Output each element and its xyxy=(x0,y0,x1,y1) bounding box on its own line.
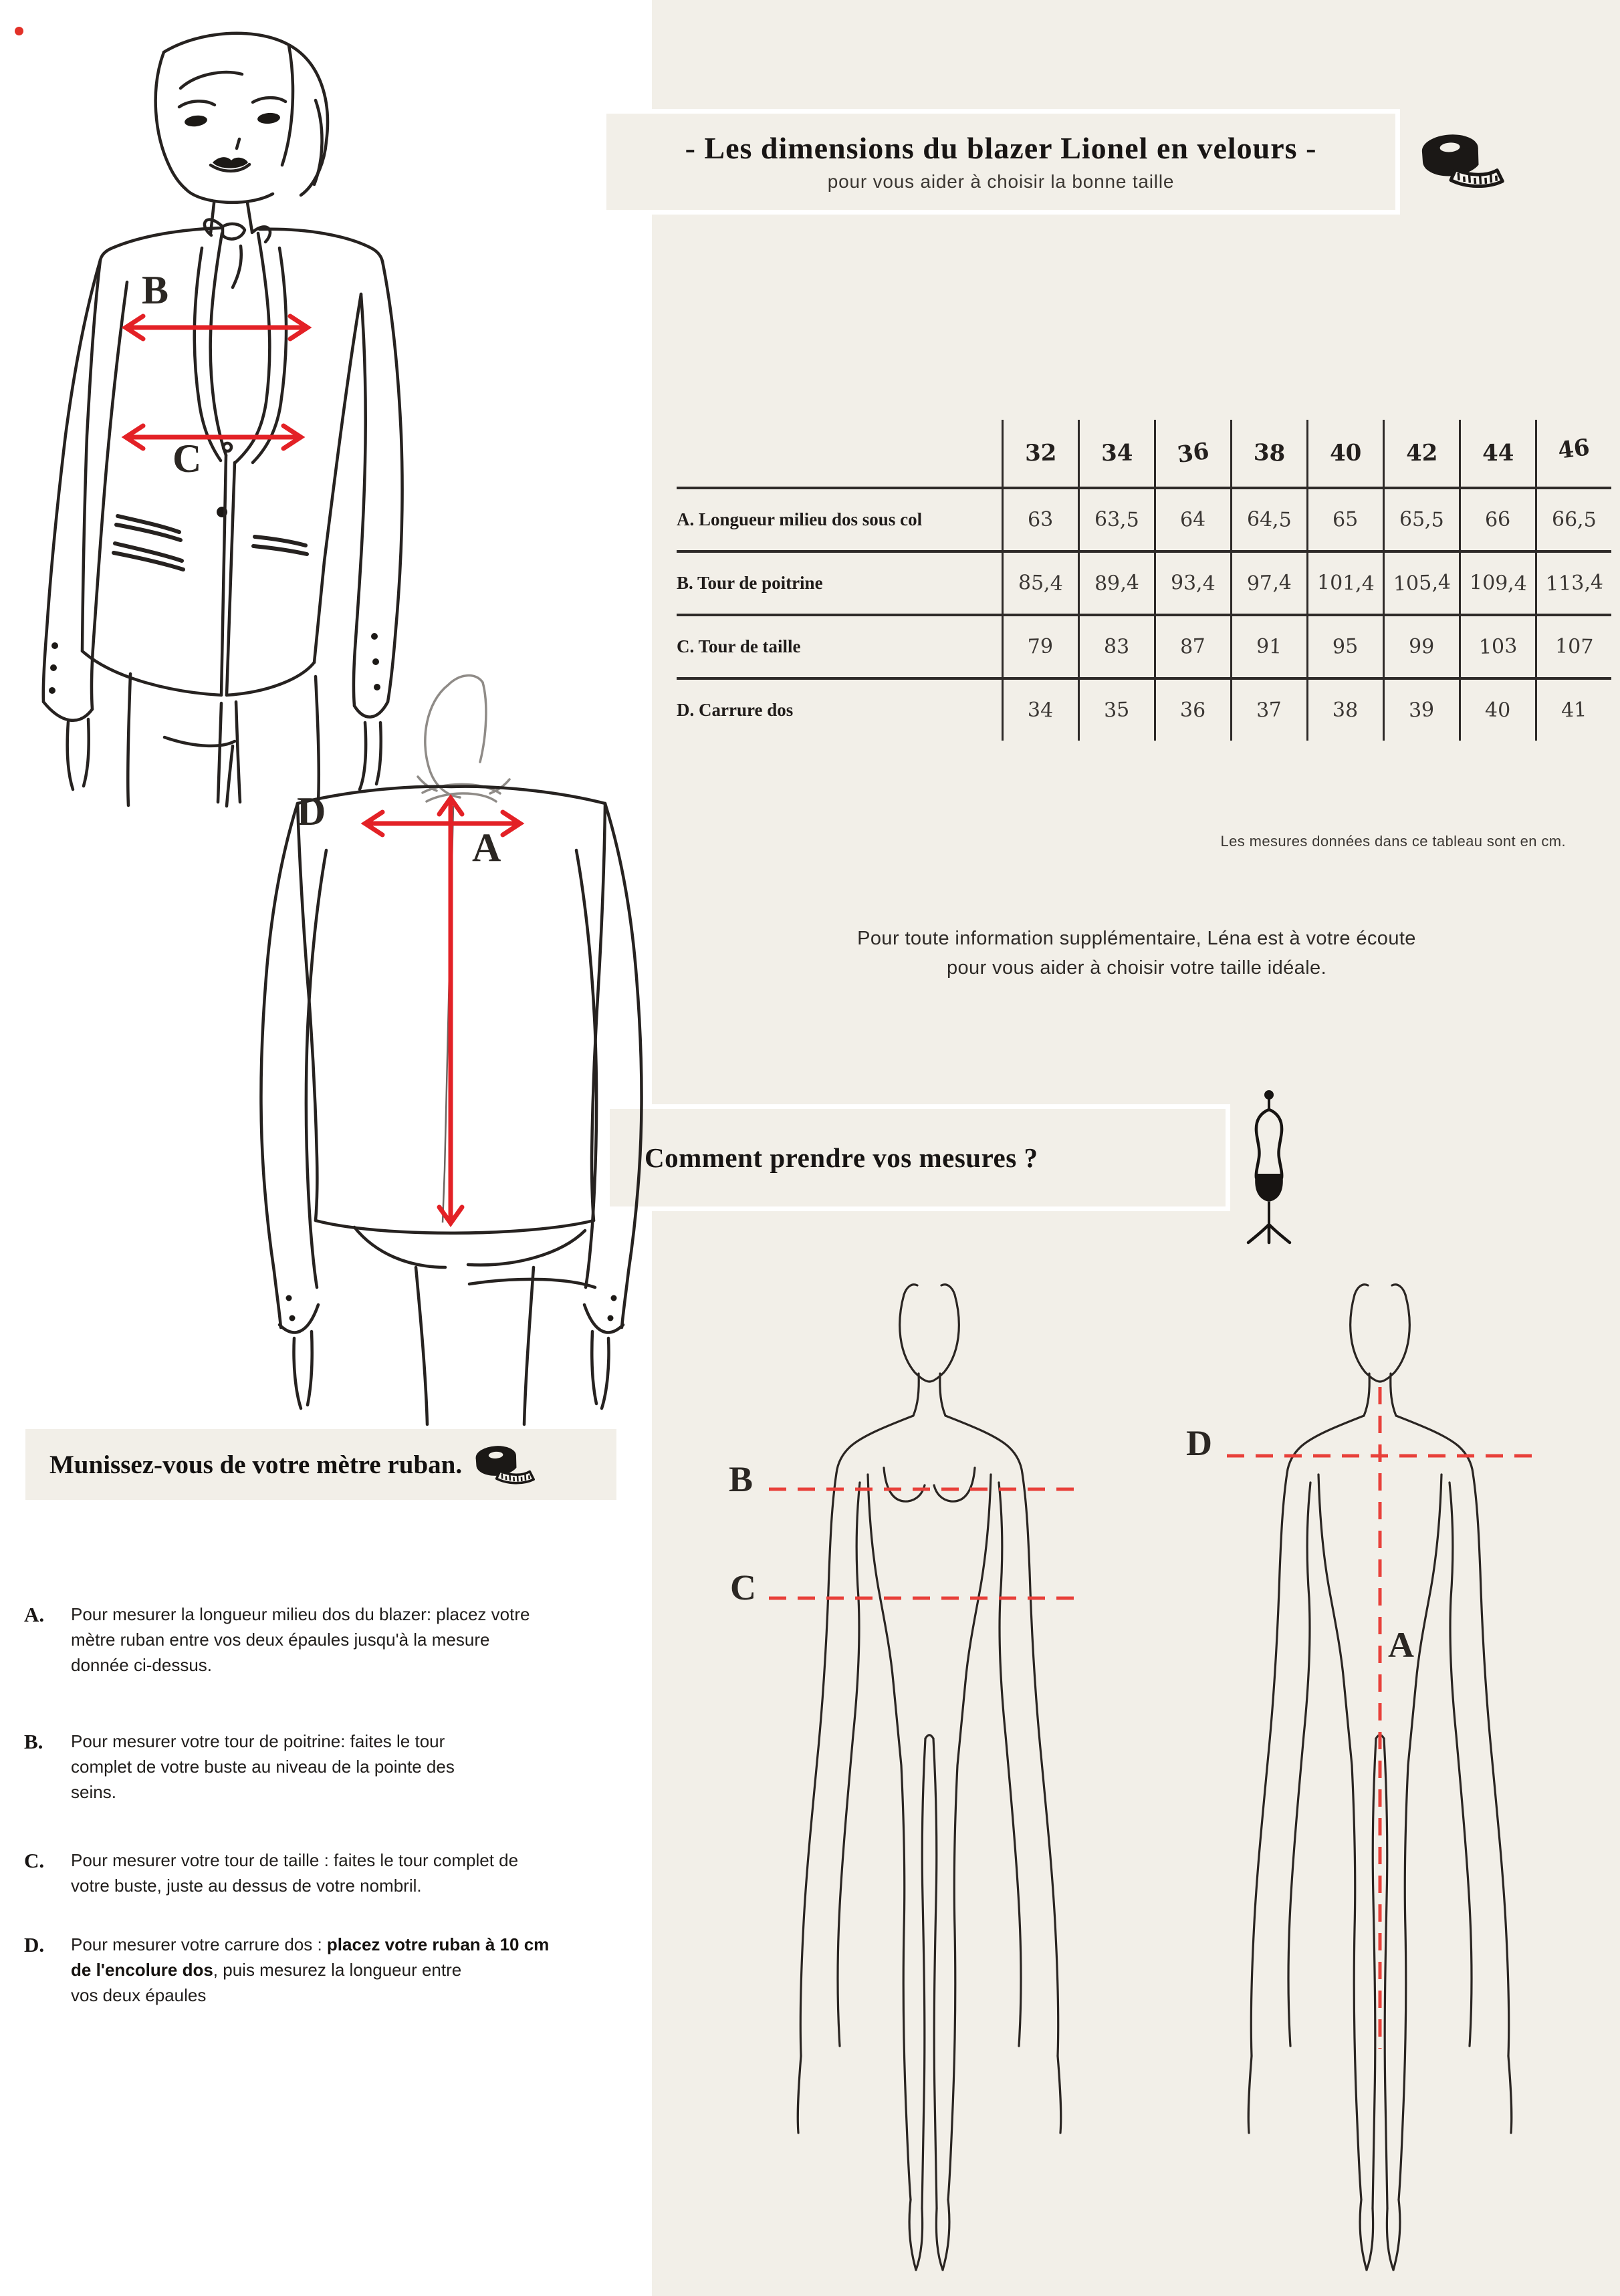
instruction-letter: B. xyxy=(24,1730,43,1753)
row-label: D. Carrure dos xyxy=(677,677,1002,741)
size-value: 103 xyxy=(1459,614,1535,677)
instruction-item-a xyxy=(24,1602,530,1678)
size-value: 91 xyxy=(1230,614,1306,677)
size-value: 99 xyxy=(1383,614,1459,677)
size-value: 66,5 xyxy=(1535,487,1611,550)
row-label: C. Tour de taille xyxy=(677,614,1002,677)
body-front-figure xyxy=(729,1267,1130,2276)
sketch-label-a: A xyxy=(472,825,501,870)
size-value: 34 xyxy=(1002,677,1078,741)
size-value: 66 xyxy=(1459,487,1535,550)
contact-line-1: Pour toute information supplémentaire, Léna est à votre écoute xyxy=(857,928,1416,949)
row-label: A. Longueur milieu dos sous col xyxy=(677,487,1002,550)
instruction-item-b xyxy=(24,1729,455,1805)
instruction-text: Pour mesurer la longueur milieu dos du blazer: placez votre mètre ruban entre vos deux épaules jusqu'à la mesure donnée ci-dessus. xyxy=(71,1604,530,1675)
size-value: 64,5 xyxy=(1230,487,1306,550)
size-value: 109,4 xyxy=(1459,550,1535,614)
size-value: 85,4 xyxy=(1002,550,1078,614)
size-col-header: 42 xyxy=(1383,420,1459,487)
table-corner-cell xyxy=(677,420,1002,487)
measure-arrow-b xyxy=(126,316,308,339)
units-note: Les mesures données dans ce tableau sont en cm. xyxy=(1220,833,1566,850)
size-value: 37 xyxy=(1230,677,1306,741)
instruction-letter: C. xyxy=(24,1849,45,1872)
instruction-text: Pour mesurer votre carrure dos : placez votre ruban à 10 cm de l'encolure dos, puis mesurez la longueur entre vos deux épaules xyxy=(71,1934,550,2005)
size-value: 83 xyxy=(1078,614,1154,677)
prepare-title: Munissez-vous de votre mètre ruban. xyxy=(49,1450,463,1479)
row-label: B. Tour de poitrine xyxy=(677,550,1002,614)
size-value: 41 xyxy=(1535,677,1611,741)
size-value: 79 xyxy=(1002,614,1078,677)
red-dot-mark xyxy=(15,27,23,35)
size-value: 36 xyxy=(1154,677,1230,741)
size-value: 93,4 xyxy=(1154,550,1230,614)
size-value: 38 xyxy=(1306,677,1383,741)
instruction-letter: D. xyxy=(24,1933,45,1956)
blazer-back-sketch xyxy=(247,662,662,1437)
body-back-label-d: D xyxy=(1186,1423,1212,1463)
size-value: 95 xyxy=(1306,614,1383,677)
measure-arrow-a xyxy=(439,798,462,1223)
contact-note xyxy=(669,924,1605,983)
how-to-banner xyxy=(605,1104,1230,1211)
size-col-header: 40 xyxy=(1306,420,1383,487)
size-col-header: 38 xyxy=(1230,420,1306,487)
size-table xyxy=(677,420,1613,741)
size-value: 40 xyxy=(1459,677,1535,741)
instruction-text: Pour mesurer votre tour de poitrine: faites le tour complet de votre buste au niveau de la pointe des seins. xyxy=(71,1731,455,1802)
prepare-banner xyxy=(25,1429,616,1500)
page-subtitle: pour vous aider à choisir la bonne taille xyxy=(827,170,1175,192)
tape-measure-icon xyxy=(475,1443,537,1486)
size-col-header: 46 xyxy=(1535,420,1611,487)
body-front-label-b: B xyxy=(729,1459,754,1499)
body-back-figure xyxy=(1179,1267,1581,2276)
size-col-header: 32 xyxy=(1002,420,1078,487)
size-col-header: 34 xyxy=(1078,420,1154,487)
title-banner xyxy=(602,109,1400,215)
size-value: 63,5 xyxy=(1078,487,1154,550)
instruction-text: Pour mesurer votre tour de taille : faites le tour complet de votre buste, juste au dessus de votre nombril. xyxy=(71,1850,519,1896)
sketch-label-c: C xyxy=(172,436,202,481)
size-value: 65 xyxy=(1306,487,1383,550)
size-value: 101,4 xyxy=(1306,550,1383,614)
size-value: 65,5 xyxy=(1383,487,1459,550)
how-to-title: Comment prendre vos mesures ? xyxy=(645,1142,1038,1173)
size-value: 63 xyxy=(1002,487,1078,550)
sketch-label-b: B xyxy=(142,268,169,312)
mannequin-icon xyxy=(1238,1088,1300,1245)
instruction-item-d xyxy=(24,1932,549,2008)
size-col-header: 44 xyxy=(1459,420,1535,487)
instruction-item-c xyxy=(24,1847,518,1898)
size-value: 87 xyxy=(1154,614,1230,677)
size-value: 113,4 xyxy=(1535,550,1611,614)
tape-measure-icon xyxy=(1421,131,1507,190)
size-value: 35 xyxy=(1078,677,1154,741)
body-back-label-a: A xyxy=(1388,1625,1414,1665)
instruction-letter: A. xyxy=(24,1603,45,1626)
contact-line-2: pour vous aider à choisir votre taille idéale. xyxy=(946,957,1327,979)
sketch-label-d: D xyxy=(297,789,326,834)
size-value: 107 xyxy=(1535,614,1611,677)
size-value: 64 xyxy=(1154,487,1230,550)
size-value: 39 xyxy=(1383,677,1459,741)
size-value: 89,4 xyxy=(1078,550,1154,614)
page-title: - Les dimensions du blazer Lionel en velours - xyxy=(685,130,1317,165)
size-value: 105,4 xyxy=(1383,550,1459,614)
size-value: 97,4 xyxy=(1230,550,1306,614)
body-front-label-c: C xyxy=(730,1567,756,1608)
size-col-header: 36 xyxy=(1154,420,1230,487)
